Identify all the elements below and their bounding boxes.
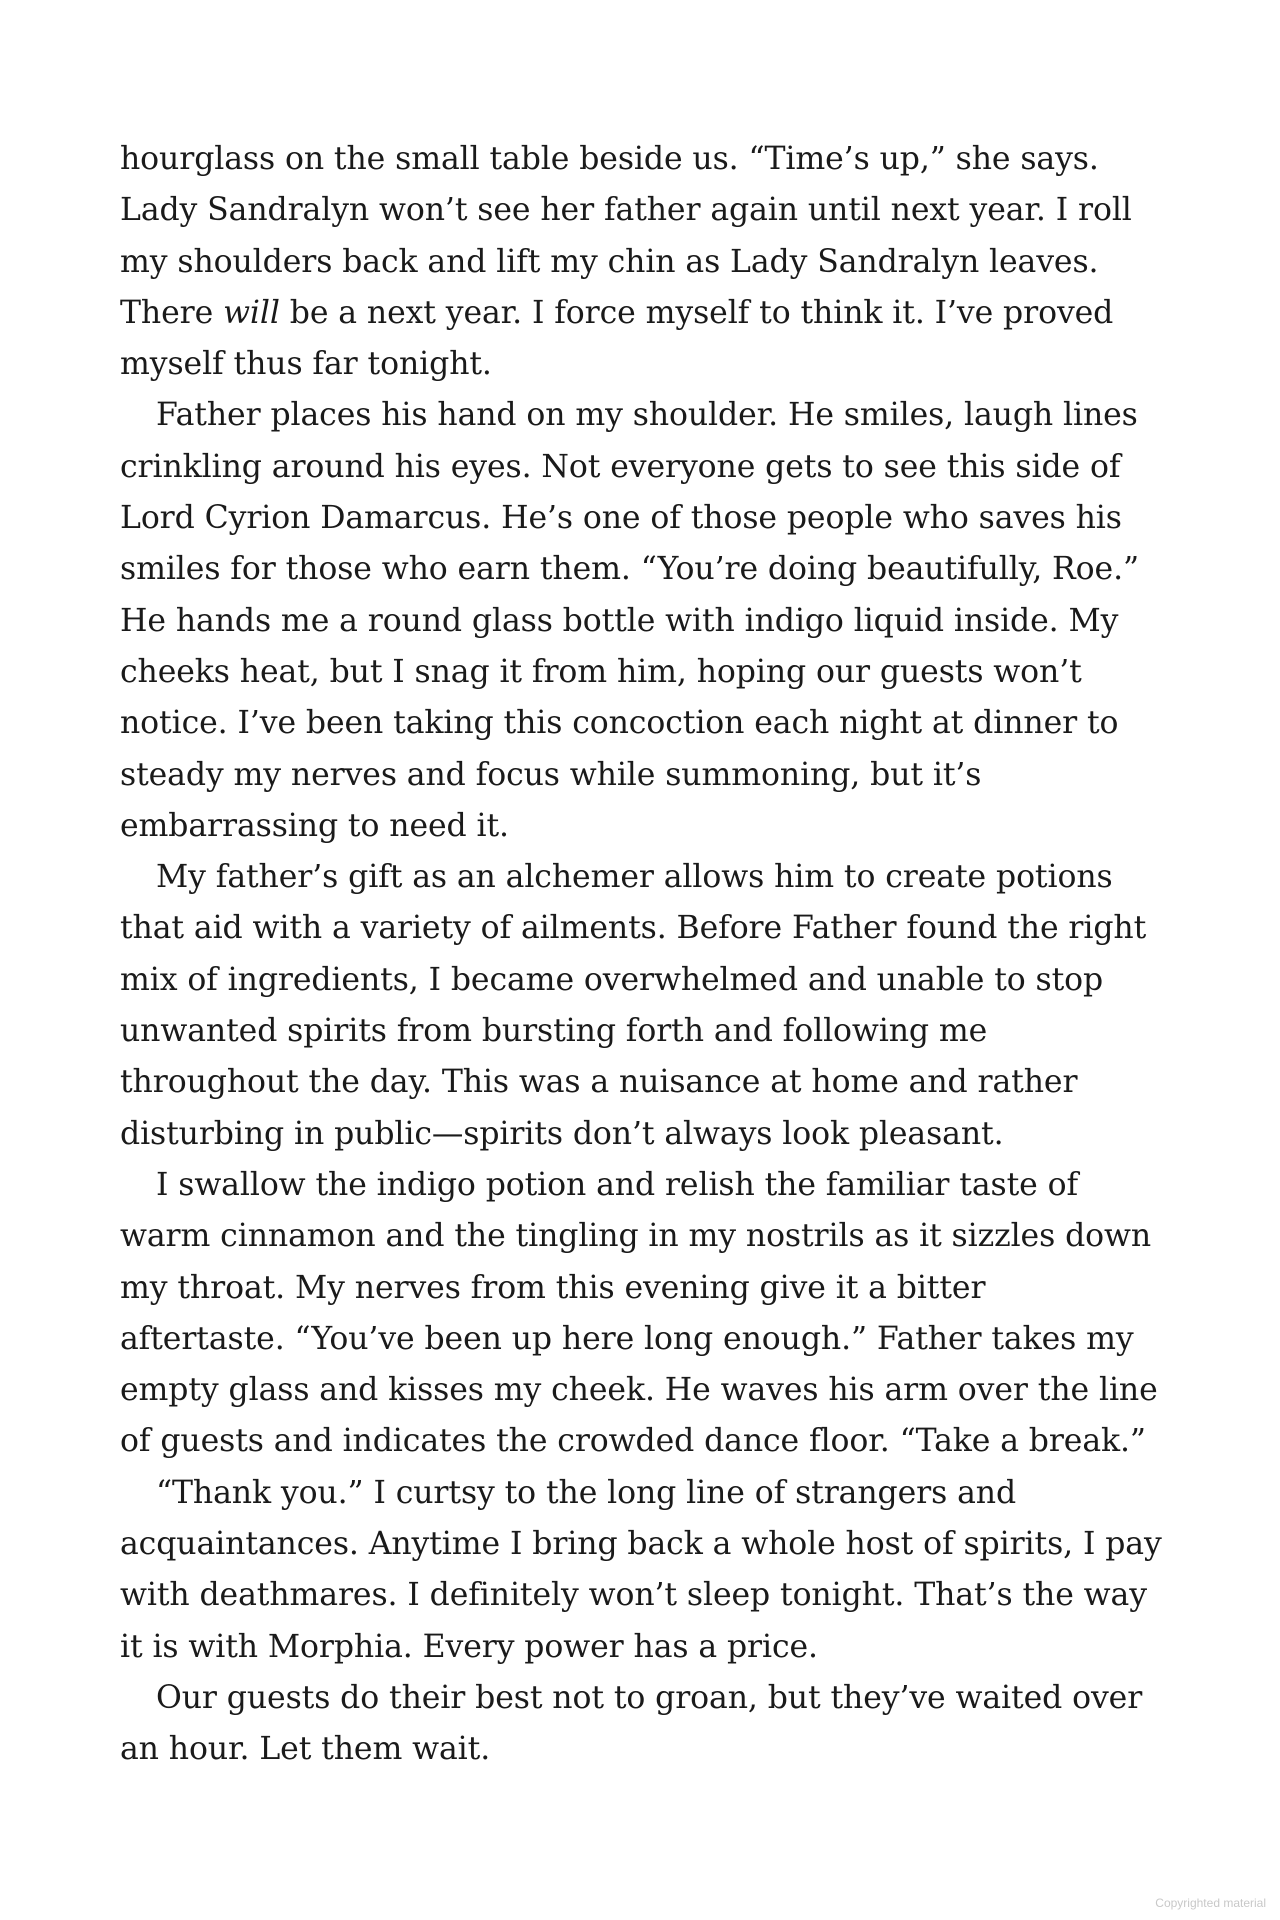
text-line: disturbing in public—spirits don’t always look pleasant. [120, 1115, 1004, 1152]
text-line: of guests and indicates the crowded dance floor. “Take a break.” [120, 1423, 1146, 1460]
copyright-watermark: Copyrighted material [1155, 1896, 1266, 1910]
text-line: aftertaste. “You’ve been up here long enough.” Father takes my [120, 1320, 1134, 1357]
text-line: Lord Cyrion Damarcus. He’s one of those people who saves his [120, 500, 1122, 537]
paragraph-start-line: Father places his hand on my shoulder. He smiles, laugh lines [156, 397, 1138, 434]
paragraph-start-line: I swallow the indigo potion and relish the familiar taste of [156, 1166, 1079, 1203]
text-line-end: be a next year. I force myself to think it. I’ve proved [279, 294, 1114, 331]
text-line: unwanted spirits from bursting forth and following me [120, 1013, 988, 1050]
body-text [120, 134, 1172, 1776]
text-line: it is with Morphia. Every power has a price. [120, 1628, 818, 1665]
text-line: Lady Sandralyn won’t see her father again until next year. I roll [120, 192, 1132, 229]
text-line: warm cinnamon and the tingling in my nostrils as it sizzles down [120, 1218, 1152, 1255]
text-line: crinkling around his eyes. Not everyone gets to see this side of [120, 448, 1121, 485]
text-line-start: There [120, 294, 224, 331]
text-line: hourglass on the small table beside us. “Time’s up,” she says. [120, 141, 1099, 177]
text-line: throughout the day. This was a nuisance at home and rather [120, 1064, 1078, 1101]
text-line: mix of ingredients, I became overwhelmed and unable to stop [120, 961, 1104, 998]
emphasis-word: will [223, 294, 280, 331]
text-line: empty glass and kisses my cheek. He waves his arm over the line [120, 1372, 1158, 1409]
paragraph-start-line: Our guests do their best not to groan, but they’ve waited over [156, 1679, 1143, 1716]
text-line: acquaintances. Anytime I bring back a whole host of spirits, I pay [120, 1526, 1162, 1563]
text-line: an hour. Let them wait. [120, 1731, 491, 1768]
text-line [120, 288, 1172, 339]
text-line: that aid with a variety of ailments. Before Father found the right [120, 910, 1147, 947]
text-line: He hands me a round glass bottle with indigo liquid inside. My [120, 602, 1119, 639]
text-line: my shoulders back and lift my chin as Lady Sandralyn leaves. [120, 243, 1099, 280]
text-line: steady my nerves and focus while summoning, but it’s [120, 756, 982, 793]
text-line: embarrassing to need it. [120, 807, 509, 844]
text-line: smiles for those who earn them. “You’re doing beautifully, Roe.” [120, 551, 1139, 588]
text-line: notice. I’ve been taking this concoction each night at dinner to [120, 705, 1119, 742]
text-line: my throat. My nerves from this evening give it a bitter [120, 1269, 986, 1306]
paragraph-start-line: My father’s gift as an alchemer allows him to create potions [156, 859, 1113, 896]
text-line: myself thus far tonight. [120, 346, 492, 383]
paragraph-start-line: “Thank you.” I curtsy to the long line of strangers and [156, 1474, 1017, 1511]
text-line: with deathmares. I definitely won’t sleep tonight. That’s the way [120, 1577, 1147, 1614]
text-line: cheeks heat, but I snag it from him, hoping our guests won’t [120, 653, 1082, 690]
